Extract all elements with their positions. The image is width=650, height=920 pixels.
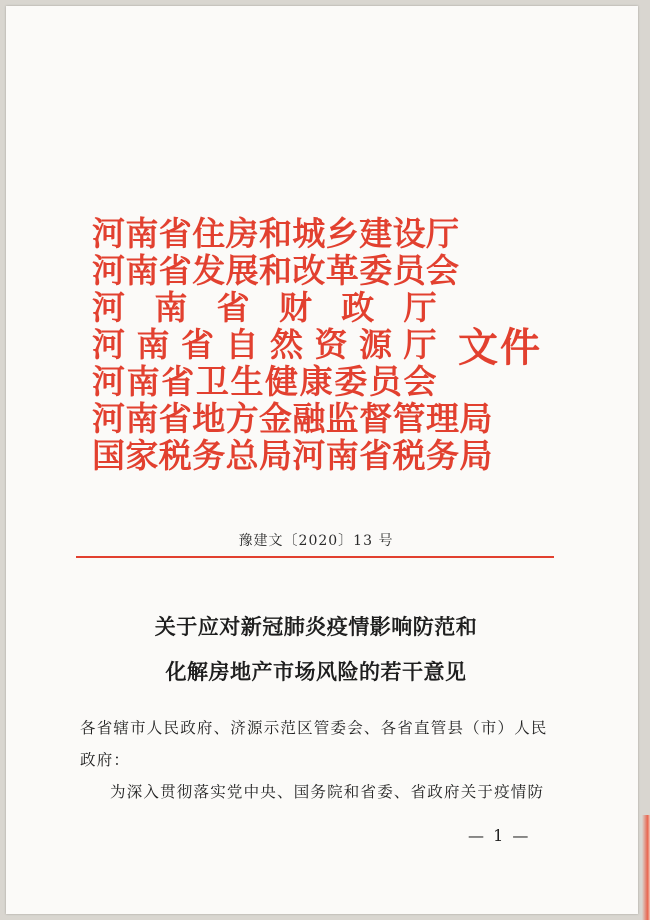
issuer-char: 河	[92, 288, 126, 327]
issuer-char: 委	[334, 362, 368, 401]
issuer-char: 自	[225, 325, 259, 364]
issuer-char: 南	[154, 288, 188, 327]
issuer-health	[92, 363, 437, 400]
body-paragraph-start: 为深入贯彻落实党中央、国务院和省委、省政府关于疫情防	[110, 783, 545, 801]
page-number: — 1 —	[468, 826, 531, 845]
issuer-char: 然	[270, 325, 304, 364]
document-number: 豫建文〔2020〕13 号	[238, 533, 394, 549]
issuer-char: 会	[403, 362, 437, 401]
issuer-char: 资	[314, 325, 348, 364]
issuer-char: 南	[126, 362, 161, 401]
addressee-line-2: 政府：	[80, 751, 131, 769]
issuer-char: 厅	[403, 325, 437, 364]
document-title-line-2: 化解房地产市场风险的若干意见	[165, 659, 467, 684]
issuer-char: 员	[368, 362, 403, 401]
document-suffix: 文件	[458, 324, 542, 371]
issuer-char: 康	[299, 362, 334, 401]
issuer-char: 厅	[403, 288, 437, 327]
issuer-natural-resources	[92, 326, 437, 363]
issuer-financial-supervision: 河南省地方金融监督管理局	[92, 399, 493, 438]
issuer-development-reform: 河南省发展和改革委员会	[92, 251, 460, 290]
issuer-char: 政	[341, 288, 375, 327]
addressee-line-1: 各省辖市人民政府、济源示范区管委会、各省直管县（市）人民	[80, 719, 548, 737]
red-divider-line	[76, 556, 554, 558]
issuer-char: 生	[230, 362, 264, 401]
issuer-housing: 河南省住房和城乡建设厅	[92, 214, 460, 253]
document-page	[6, 6, 638, 914]
issuer-tax-bureau: 国家税务总局河南省税务局	[92, 436, 493, 475]
issuer-char: 省	[216, 288, 251, 327]
issuer-char: 省	[181, 325, 215, 364]
issuer-char: 省	[161, 362, 195, 401]
issuer-char: 卫	[195, 362, 230, 401]
document-title-line-1: 关于应对新冠肺炎疫情影响防范和	[154, 614, 478, 639]
issuer-char: 河	[92, 325, 126, 364]
issuing-agencies	[92, 214, 493, 475]
issuer-finance	[92, 289, 437, 326]
issuer-char: 南	[136, 325, 170, 364]
issuer-char: 源	[359, 325, 393, 364]
issuer-char: 财	[278, 288, 313, 327]
page-edge-red-mark	[642, 815, 650, 920]
issuer-char: 健	[265, 362, 299, 401]
issuer-char: 河	[92, 362, 126, 401]
